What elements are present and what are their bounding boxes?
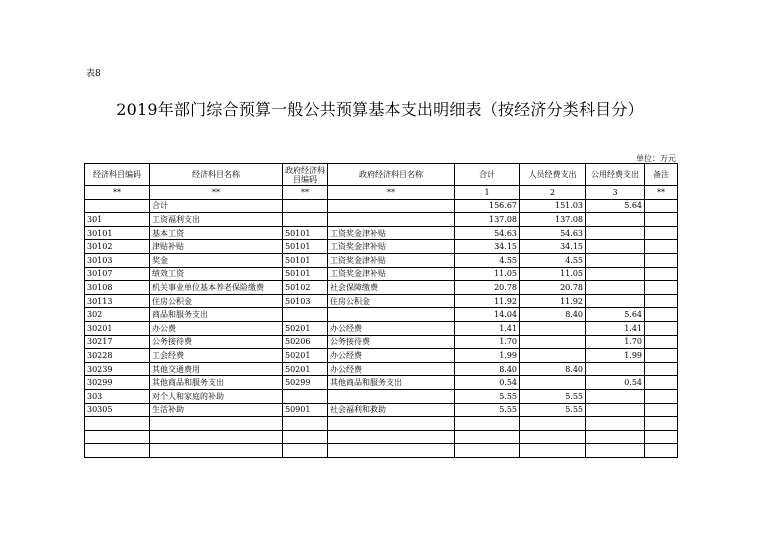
total-cell: 8.40: [455, 362, 520, 376]
index-cell: **: [328, 186, 455, 200]
econ-name-cell: 生活补助: [150, 403, 283, 417]
note-cell: [645, 253, 678, 267]
table-row: [85, 308, 678, 322]
public-cell: 0.54: [586, 376, 645, 390]
gov-name-cell: 办公经费: [328, 321, 455, 335]
gov-code-cell: [283, 417, 328, 431]
gov-code-cell: 50101: [283, 226, 328, 240]
gov-code-cell: [283, 430, 328, 444]
econ-name-cell: 住房公积金: [150, 294, 283, 308]
public-cell: 1.70: [586, 335, 645, 349]
public-cell: 1.41: [586, 321, 645, 335]
gov-name-cell: 社会福利和救助: [328, 403, 455, 417]
header-gov-name: 政府经济科目名称: [328, 164, 455, 186]
table-row: [85, 226, 678, 240]
econ-name-cell: 津贴补贴: [150, 240, 283, 254]
note-cell: [645, 308, 678, 322]
gov-name-cell: [328, 389, 455, 403]
econ-code-cell: 30113: [85, 294, 150, 308]
total-cell: 0.54: [455, 376, 520, 390]
note-cell: [645, 389, 678, 403]
total-cell: 1.70: [455, 335, 520, 349]
personnel-cell: [520, 376, 586, 390]
personnel-cell: [520, 444, 586, 458]
note-cell: [645, 281, 678, 295]
econ-code-cell: [85, 444, 150, 458]
header-gov-code: 政府经济科目编码: [283, 164, 328, 186]
public-cell: 5.64: [586, 308, 645, 322]
econ-name-cell: 合计: [150, 199, 283, 213]
public-cell: [586, 226, 645, 240]
index-cell: 1: [455, 186, 520, 200]
header-note: 备注: [645, 164, 678, 186]
econ-code-cell: 30201: [85, 321, 150, 335]
header-public: 公用经费支出: [586, 164, 645, 186]
table-row: [85, 213, 678, 227]
econ-code-cell: 30305: [85, 403, 150, 417]
public-cell: [586, 389, 645, 403]
table-row: [85, 349, 678, 363]
public-cell: [586, 430, 645, 444]
econ-name-cell: 对个人和家庭的补助: [150, 389, 283, 403]
note-cell: [645, 240, 678, 254]
header-total: 合计: [455, 164, 520, 186]
table-row: [85, 267, 678, 281]
gov-code-cell: 50201: [283, 349, 328, 363]
econ-code-cell: 30299: [85, 376, 150, 390]
econ-code-cell: 30108: [85, 281, 150, 295]
table-row: [85, 294, 678, 308]
table-row: [85, 240, 678, 254]
note-cell: [645, 267, 678, 281]
total-cell: 137.08: [455, 213, 520, 227]
econ-name-cell: [150, 417, 283, 431]
gov-name-cell: 办公经费: [328, 349, 455, 363]
personnel-cell: 151.03: [520, 199, 586, 213]
total-cell: [455, 444, 520, 458]
public-cell: [586, 213, 645, 227]
note-cell: [645, 444, 678, 458]
econ-name-cell: 绩效工资: [150, 267, 283, 281]
econ-code-cell: 302: [85, 308, 150, 322]
econ-code-cell: 30107: [85, 267, 150, 281]
unit-label: 单位：万元: [636, 154, 676, 163]
personnel-cell: 5.55: [520, 403, 586, 417]
note-cell: [645, 376, 678, 390]
index-cell: **: [150, 186, 283, 200]
econ-name-cell: 办公费: [150, 321, 283, 335]
personnel-cell: 4.55: [520, 253, 586, 267]
table-row: [85, 253, 678, 267]
gov-code-cell: [283, 199, 328, 213]
econ-code-cell: 303: [85, 389, 150, 403]
total-cell: 11.92: [455, 294, 520, 308]
table-row: [85, 403, 678, 417]
table-row: [85, 281, 678, 295]
gov-name-cell: [328, 444, 455, 458]
personnel-cell: 20.78: [520, 281, 586, 295]
table-row: [85, 335, 678, 349]
personnel-cell: [520, 349, 586, 363]
gov-name-cell: 办公经费: [328, 362, 455, 376]
total-cell: [455, 430, 520, 444]
total-cell: 14.04: [455, 308, 520, 322]
note-cell: [645, 199, 678, 213]
index-cell: **: [645, 186, 678, 200]
gov-code-cell: 50206: [283, 335, 328, 349]
personnel-cell: [520, 321, 586, 335]
econ-name-cell: [150, 444, 283, 458]
gov-name-cell: 工资奖金津补贴: [328, 240, 455, 254]
table-row: [85, 362, 678, 376]
total-cell: 1.41: [455, 321, 520, 335]
index-cell: 2: [520, 186, 586, 200]
econ-name-cell: 基本工资: [150, 226, 283, 240]
total-cell: 1.99: [455, 349, 520, 363]
public-cell: [586, 240, 645, 254]
header-row: [85, 164, 678, 186]
gov-name-cell: [328, 308, 455, 322]
econ-code-cell: 30239: [85, 362, 150, 376]
econ-code-cell: 301: [85, 213, 150, 227]
econ-name-cell: [150, 430, 283, 444]
public-cell: [586, 267, 645, 281]
public-cell: 1.99: [586, 349, 645, 363]
index-cell: **: [85, 186, 150, 200]
note-cell: [645, 430, 678, 444]
total-cell: 54.63: [455, 226, 520, 240]
econ-code-cell: 30101: [85, 226, 150, 240]
gov-name-cell: [328, 417, 455, 431]
gov-code-cell: [283, 444, 328, 458]
public-cell: [586, 403, 645, 417]
gov-name-cell: 工资奖金津补贴: [328, 267, 455, 281]
public-cell: 5.64: [586, 199, 645, 213]
personnel-cell: 54.63: [520, 226, 586, 240]
total-cell: 5.55: [455, 403, 520, 417]
gov-code-cell: 50901: [283, 403, 328, 417]
total-cell: 11.05: [455, 267, 520, 281]
total-cell: 156.67: [455, 199, 520, 213]
header-econ-code: 经济科目编码: [85, 164, 150, 186]
personnel-cell: 8.40: [520, 362, 586, 376]
page-title: 2019年部门综合预算一般公共预算基本支出明细表（按经济分类科目分）: [116, 100, 644, 119]
econ-name-cell: 工会经费: [150, 349, 283, 363]
note-cell: [645, 335, 678, 349]
note-cell: [645, 349, 678, 363]
gov-name-cell: [328, 199, 455, 213]
econ-code-cell: [85, 430, 150, 444]
table-row: [85, 444, 678, 458]
econ-code-cell: 30103: [85, 253, 150, 267]
gov-code-cell: 50201: [283, 362, 328, 376]
index-row: [85, 186, 678, 200]
note-cell: [645, 417, 678, 431]
personnel-cell: [520, 417, 586, 431]
gov-code-cell: 50101: [283, 253, 328, 267]
header-econ-name: 经济科目名称: [150, 164, 283, 186]
personnel-cell: [520, 430, 586, 444]
econ-code-cell: [85, 417, 150, 431]
note-cell: [645, 321, 678, 335]
gov-code-cell: [283, 389, 328, 403]
index-cell: **: [283, 186, 328, 200]
total-cell: 5.55: [455, 389, 520, 403]
public-cell: [586, 362, 645, 376]
note-cell: [645, 226, 678, 240]
total-cell: 20.78: [455, 281, 520, 295]
econ-name-cell: 其他交通费用: [150, 362, 283, 376]
note-cell: [645, 403, 678, 417]
econ-name-cell: 机关事业单位基本养老保险缴费: [150, 281, 283, 295]
total-cell: [455, 417, 520, 431]
table-number: 表8: [86, 69, 101, 79]
table-row: [85, 389, 678, 403]
public-cell: [586, 417, 645, 431]
public-cell: [586, 444, 645, 458]
personnel-cell: 34.15: [520, 240, 586, 254]
econ-name-cell: 其他商品和服务支出: [150, 376, 283, 390]
econ-name-cell: 公务接待费: [150, 335, 283, 349]
gov-name-cell: 社会保障缴费: [328, 281, 455, 295]
econ-code-cell: [85, 199, 150, 213]
note-cell: [645, 294, 678, 308]
gov-name-cell: 工资奖金津补贴: [328, 226, 455, 240]
table-row: [85, 376, 678, 390]
note-cell: [645, 362, 678, 376]
index-cell: 3: [586, 186, 645, 200]
gov-code-cell: 50201: [283, 321, 328, 335]
personnel-cell: 11.92: [520, 294, 586, 308]
header-personnel: 人员经费支出: [520, 164, 586, 186]
total-cell: 4.55: [455, 253, 520, 267]
gov-name-cell: 住房公积金: [328, 294, 455, 308]
total-cell: 34.15: [455, 240, 520, 254]
gov-code-cell: 50101: [283, 267, 328, 281]
gov-code-cell: [283, 308, 328, 322]
gov-name-cell: 工资奖金津补贴: [328, 253, 455, 267]
gov-code-cell: 50299: [283, 376, 328, 390]
econ-name-cell: 工资福利支出: [150, 213, 283, 227]
gov-name-cell: 其他商品和服务支出: [328, 376, 455, 390]
table-row: [85, 199, 678, 213]
public-cell: [586, 281, 645, 295]
note-cell: [645, 213, 678, 227]
personnel-cell: 8.40: [520, 308, 586, 322]
table-row: [85, 321, 678, 335]
personnel-cell: 137.08: [520, 213, 586, 227]
econ-code-cell: 30217: [85, 335, 150, 349]
gov-name-cell: [328, 430, 455, 444]
budget-table: [84, 163, 678, 458]
public-cell: [586, 253, 645, 267]
gov-code-cell: 50103: [283, 294, 328, 308]
table-row: [85, 430, 678, 444]
public-cell: [586, 294, 645, 308]
personnel-cell: [520, 335, 586, 349]
personnel-cell: 5.55: [520, 389, 586, 403]
econ-code-cell: 30228: [85, 349, 150, 363]
table-row: [85, 417, 678, 431]
econ-name-cell: 商品和服务支出: [150, 308, 283, 322]
personnel-cell: 11.05: [520, 267, 586, 281]
gov-name-cell: 公务接待费: [328, 335, 455, 349]
gov-code-cell: 50101: [283, 240, 328, 254]
econ-name-cell: 奖金: [150, 253, 283, 267]
gov-code-cell: [283, 213, 328, 227]
econ-code-cell: 30102: [85, 240, 150, 254]
gov-code-cell: 50102: [283, 281, 328, 295]
gov-name-cell: [328, 213, 455, 227]
